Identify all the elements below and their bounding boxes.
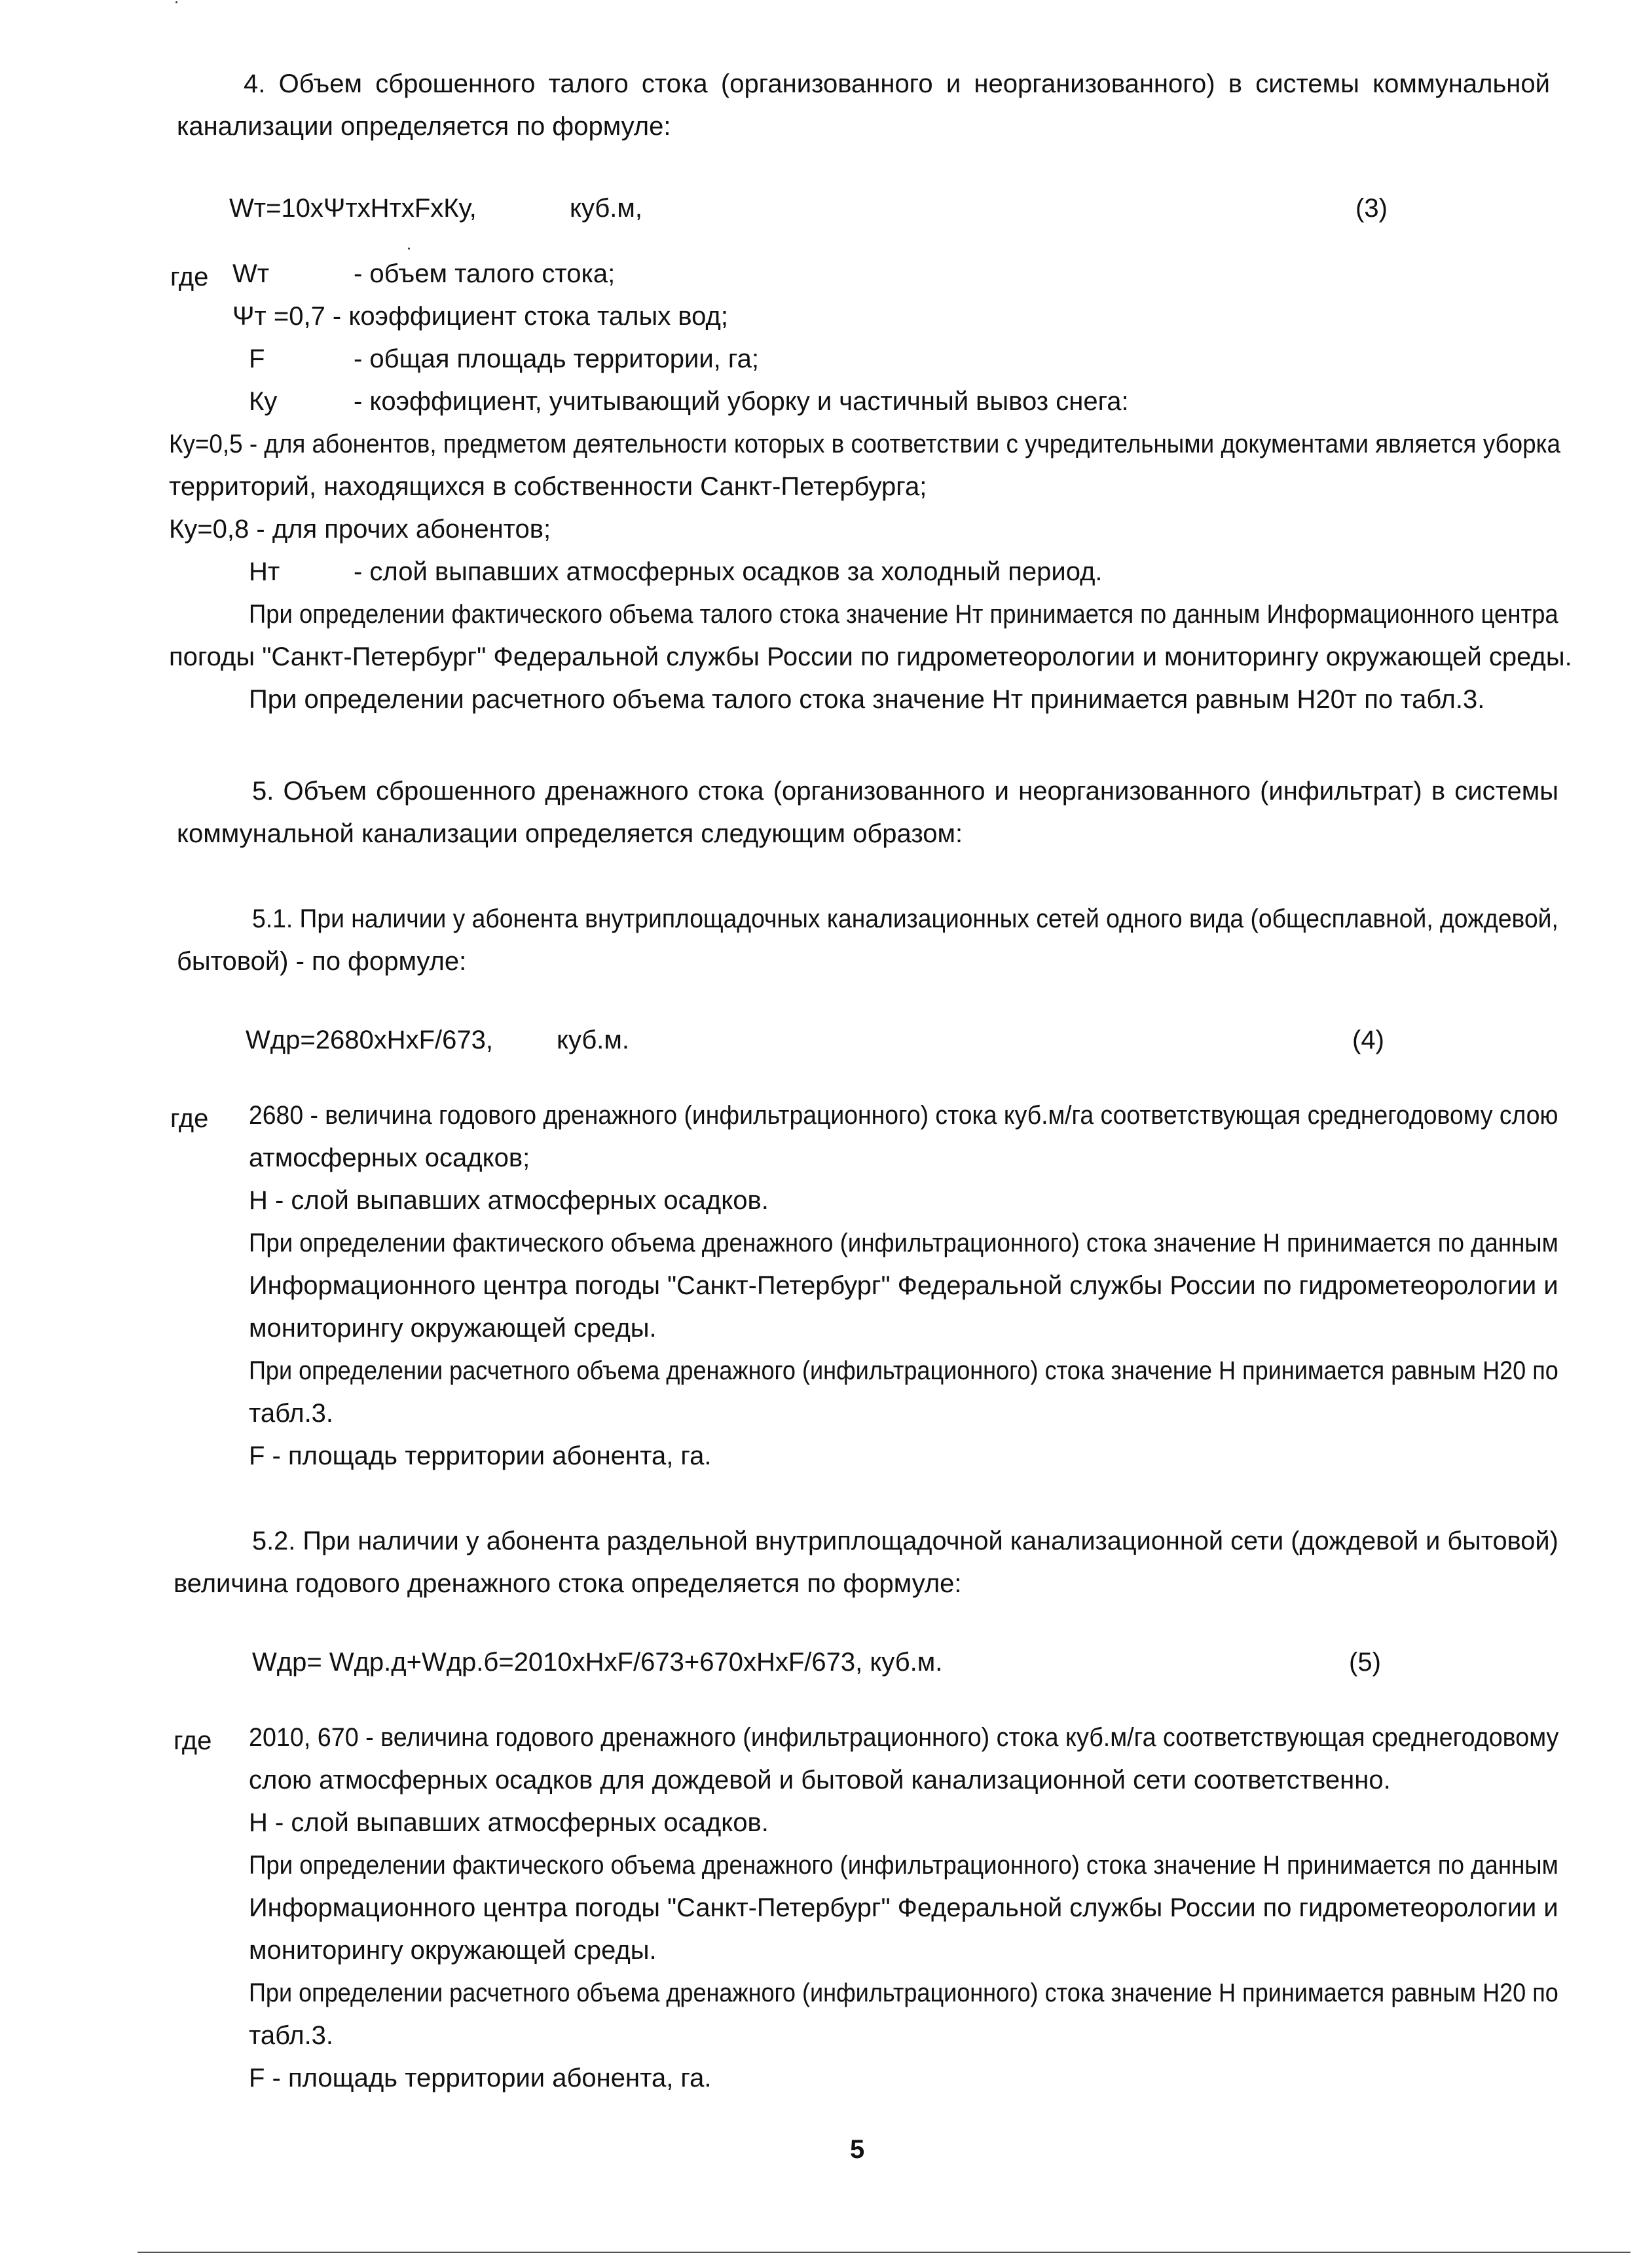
page-number: 5 bbox=[850, 2135, 865, 2164]
def-ht-text: - слой выпавших атмосферных осадков за холодный период. bbox=[354, 557, 1103, 586]
def-2680-line2: атмосферных осадков; bbox=[249, 1143, 530, 1172]
section4-heading-line2: канализации определяется по формуле: bbox=[177, 112, 671, 141]
section52-line1: 5.2. При наличии у абонента раздельной внутриплощадочной канализационной сети (дождевой и бытовой) bbox=[252, 1527, 1558, 1555]
def-wt-text: - объем талого стока; bbox=[354, 259, 616, 288]
scan-speck bbox=[175, 1, 177, 3]
section5-heading-line1: 5. Объем сброшенного дренажного стока (организованного и неорганизованного (инфильтрат) в системы bbox=[252, 777, 1558, 806]
ky-08: Ку=0,8 - для прочих абонентов; bbox=[169, 515, 551, 544]
h5-calc-line2: табл.3. bbox=[249, 2021, 334, 2050]
formula-5: Wдр= Wдр.д+Wдр.б=2010хНхF/673+670хНхF/673, куб.м. bbox=[252, 1648, 943, 1677]
def-wt-symbol: Wт bbox=[232, 259, 270, 288]
def-f-5: F - площадь территории абонента, га. bbox=[249, 2064, 712, 2092]
ht-fact-line1: При определении фактического объема талого стока значение Нт принимается по данным Информационного центра bbox=[249, 600, 1558, 629]
formula-3-number: (3) bbox=[1355, 194, 1388, 223]
formula-5-number: (5) bbox=[1349, 1648, 1381, 1677]
formula-3: Wт=10хΨтхНтхFхКу, bbox=[229, 194, 477, 223]
def-ht-symbol: Нт bbox=[249, 557, 280, 586]
h5-fact-line1: При определении фактического объема дренажного (инфильтрационного) стока значение Н принимается по данным bbox=[249, 1851, 1558, 1880]
def-h-5: Н - слой выпавших атмосферных осадков. bbox=[249, 1808, 769, 1837]
ht-fact-line2: погоды "Санкт-Петербург" Федеральной службы России по гидрометеорологии и мониторингу окружающей среды. bbox=[169, 642, 1572, 671]
where-label: где bbox=[170, 263, 209, 291]
h4-fact-line2: Информационного центра погоды "Санкт-Петербург" Федеральной службы России по гидрометеорологии и bbox=[249, 1271, 1558, 1300]
def-2010-line2: слою атмосферных осадков для дождевой и бытовой канализационной сети соответственно. bbox=[249, 1766, 1391, 1794]
h5-fact-line3: мониторингу окружающей среды. bbox=[249, 1936, 657, 1965]
ky-05-line1: Ку=0,5 - для абонентов, предметом деятельности которых в соответствии с учредительными документами является уборка bbox=[169, 430, 1561, 458]
footer-rule bbox=[138, 2252, 1630, 2253]
def-psi: Ψт =0,7 - коэффициент стока талых вод; bbox=[232, 302, 728, 331]
h4-fact-line1: При определении фактического объема дренажного (инфильтрационного) стока значение Н принимается по данным bbox=[249, 1229, 1558, 1257]
formula-4-number: (4) bbox=[1352, 1026, 1384, 1054]
section51-line1: 5.1. При наличии у абонента внутриплощадочных канализационных сетей одного вида (общесплавной, дождевой, bbox=[252, 904, 1558, 933]
formula-4-unit: куб.м. bbox=[557, 1026, 630, 1054]
formula-3-unit: куб.м, bbox=[570, 194, 643, 223]
def-f-symbol: F bbox=[249, 344, 265, 373]
section52-line2: величина годового дренажного стока определяется по формуле: bbox=[174, 1569, 962, 1598]
ht-calc: При определении расчетного объема талого стока значение Нт принимается равным Н20т по табл.3. bbox=[249, 685, 1485, 714]
def-f-4: F - площадь территории абонента, га. bbox=[249, 1441, 712, 1470]
section4-heading-line1: 4. Объем сброшенного талого стока (организованного и неорганизованного) в системы коммунальной bbox=[244, 69, 1550, 98]
scan-speck bbox=[408, 248, 410, 250]
section5-heading-line2: коммунальной канализации определяется следующим образом: bbox=[177, 819, 963, 848]
where-label-4: где bbox=[170, 1104, 209, 1133]
h4-calc-line1: При определении расчетного объема дренажного (инфильтрационного) стока значение Н принимается равным Н20 по bbox=[249, 1356, 1558, 1385]
def-2680-line1: 2680 - величина годового дренажного (инфильтрационного) стока куб.м/га соответствующая среднегодовому слою bbox=[249, 1101, 1558, 1130]
formula-4: Wдр=2680хНхF/673, bbox=[246, 1026, 493, 1054]
def-ky-text: - коэффициент, учитывающий уборку и частичный вывоз снега: bbox=[354, 387, 1129, 416]
h4-calc-line2: табл.3. bbox=[249, 1399, 334, 1428]
section51-line2: бытовой) - по формуле: bbox=[177, 947, 467, 976]
def-h-4: Н - слой выпавших атмосферных осадков. bbox=[249, 1186, 769, 1215]
def-f-text: - общая площадь территории, га; bbox=[354, 344, 759, 373]
def-ky-symbol: Ку bbox=[249, 387, 278, 416]
where-label-5: где bbox=[174, 1726, 212, 1755]
def-2010-line1: 2010, 670 - величина годового дренажного (инфильтрационного) стока куб.м/га соответствующая среднегодовому bbox=[249, 1723, 1559, 1752]
h4-fact-line3: мониторингу окружающей среды. bbox=[249, 1314, 657, 1343]
h5-fact-line2: Информационного центра погоды "Санкт-Петербург" Федеральной службы России по гидрометеорологии и bbox=[249, 1893, 1558, 1922]
h5-calc-line1: При определении расчетного объема дренажного (инфильтрационного) стока значение Н принимается равным Н20 по bbox=[249, 1979, 1558, 2007]
ky-05-line2: территорий, находящихся в собственности Санкт-Петербурга; bbox=[169, 472, 927, 501]
